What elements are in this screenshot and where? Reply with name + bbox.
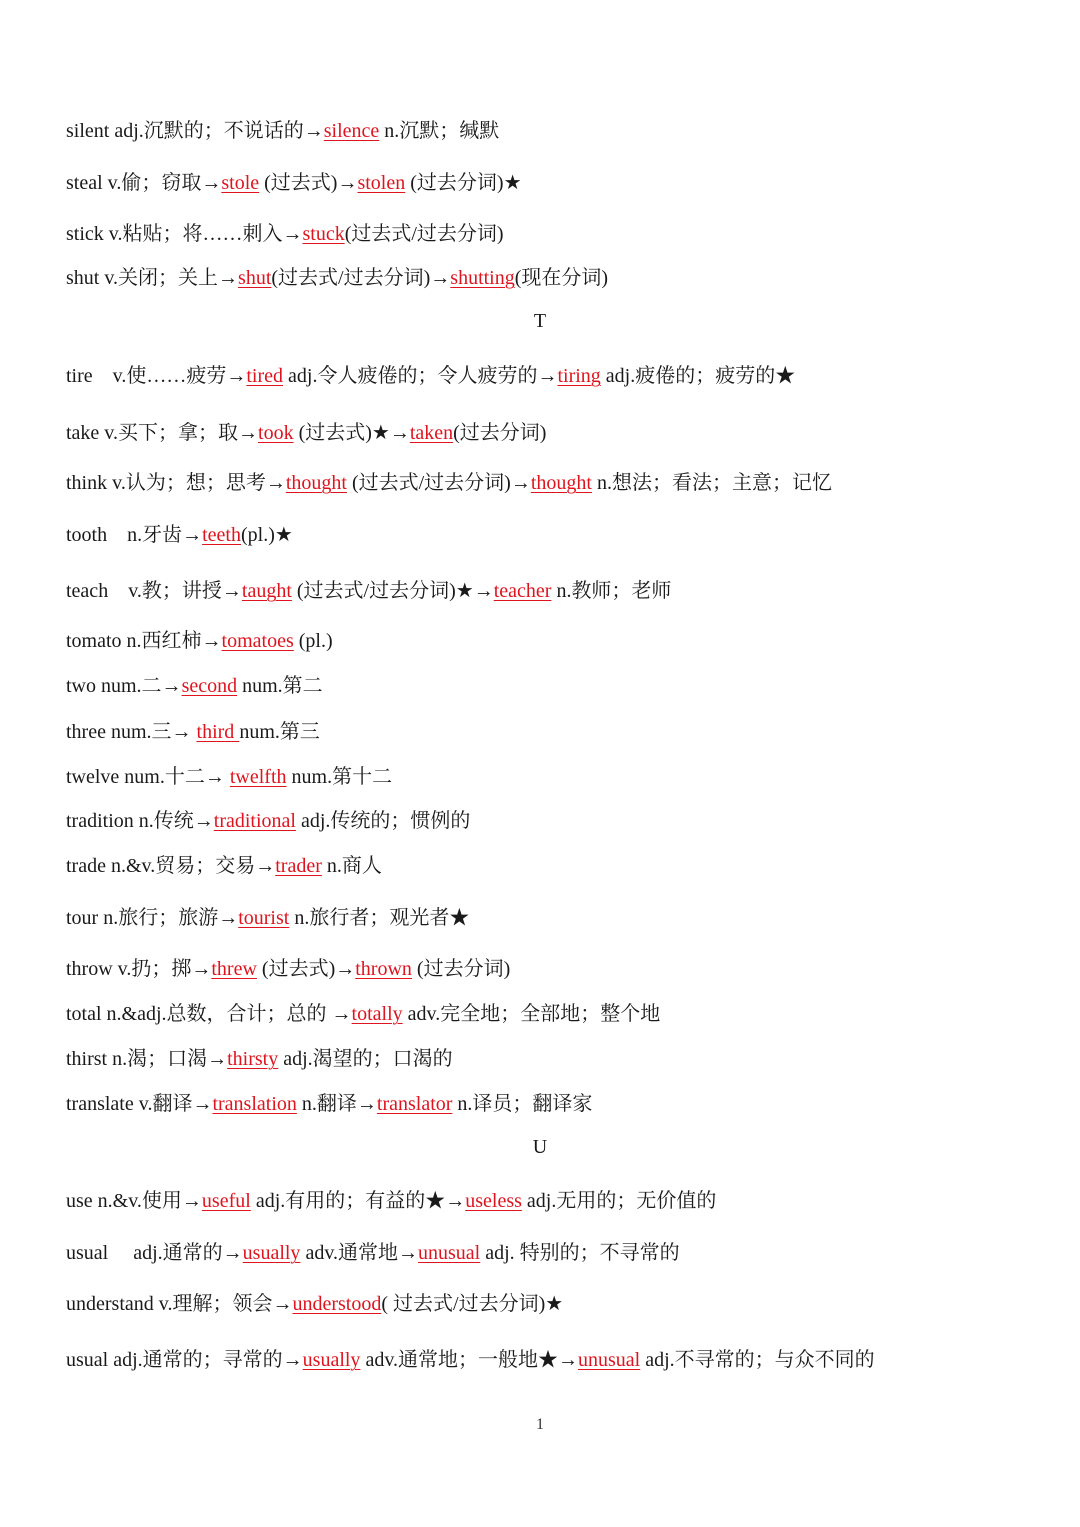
entry-text: n.翻译→: [296, 1093, 377, 1115]
entry-text: (过去式)→: [259, 172, 358, 194]
entry-text: usual adj.通常的；寻常的→: [66, 1349, 303, 1371]
entry-text: (过去式)→: [256, 958, 356, 980]
derived-word: thought: [285, 472, 347, 494]
derived-word: stuck: [302, 223, 345, 245]
entry-tradition: [66, 808, 470, 834]
entry-total: [66, 1001, 660, 1027]
derived-word: understood: [292, 1293, 382, 1315]
entry-text: use n.&v.使用→: [66, 1190, 202, 1212]
entry-text: three num.三→: [66, 721, 197, 743]
section-letter-letter-u: U: [532, 1136, 548, 1158]
derived-word: unusual: [418, 1242, 481, 1264]
entry-tire: [66, 363, 795, 389]
entry-tomato: [66, 628, 333, 654]
derived-word: stolen: [357, 172, 406, 194]
entry-use: [66, 1188, 716, 1214]
derived-word: trader: [275, 855, 322, 877]
entry-twelve: [66, 764, 392, 790]
entry-text: (过去式/过去分词)★→: [291, 580, 494, 602]
entry-text: (过去式/过去分词)→: [271, 267, 451, 289]
entry-throw: [66, 956, 510, 982]
entry-text: throw v.扔；掷→: [66, 958, 212, 980]
entry-usual2: [66, 1347, 875, 1373]
entry-text: num.第二: [237, 675, 323, 697]
derived-word: traditional: [213, 810, 296, 832]
derived-word: usually: [302, 1349, 361, 1371]
entry-text: tooth n.牙齿→: [66, 524, 203, 546]
derived-word: tomatoes: [221, 630, 294, 652]
entry-think: [66, 470, 832, 496]
derived-word: third: [196, 721, 240, 743]
entry-text: n.教师；老师: [551, 580, 672, 602]
entry-text: (pl.): [293, 630, 333, 652]
entry-text: adj.无用的；无价值的: [521, 1190, 717, 1212]
entry-text: adj.有用的；有益的★→: [250, 1190, 466, 1212]
derived-word: took: [258, 422, 294, 444]
entry-text: num.第三: [239, 721, 320, 743]
entry-text: adj.疲倦的；疲劳的★: [600, 365, 796, 387]
entry-text: steal v.偷；窃取→: [66, 172, 222, 194]
entry-text: n.商人: [321, 855, 382, 877]
derived-word: useful: [201, 1190, 251, 1212]
entry-text: adj.渴望的；口渴的: [278, 1048, 453, 1070]
entry-text: twelve num.十二→: [66, 766, 230, 788]
derived-word: taught: [241, 580, 292, 602]
entry-text: tire v.使……疲劳→: [66, 365, 247, 387]
derived-word: totally: [351, 1003, 403, 1025]
derived-word: tired: [246, 365, 284, 387]
entry-text: tour n.旅行；旅游→: [66, 907, 239, 929]
entry-text: understand v.理解；领会→: [66, 1293, 293, 1315]
derived-word: usually: [242, 1242, 301, 1264]
entry-text: adj.不寻常的；与众不同的: [640, 1349, 875, 1371]
derived-word: translator: [376, 1093, 453, 1115]
derived-word: thrown: [355, 958, 412, 980]
entry-text: tomato n.西红柿→: [66, 630, 222, 652]
entry-text: translate v.翻译→: [66, 1093, 213, 1115]
entry-trade: [66, 853, 382, 879]
entry-text: n.译员；翻译家: [452, 1093, 593, 1115]
entry-text: adv.通常地→: [300, 1242, 419, 1264]
entry-text: trade n.&v.贸易；交易→: [66, 855, 276, 877]
entry-text: adv.通常地；一般地★→: [360, 1349, 579, 1371]
entry-translate: [66, 1091, 592, 1117]
entry-text: (过去分词): [453, 422, 547, 444]
derived-word: teacher: [493, 580, 552, 602]
entry-text: (过去式/过去分词): [344, 223, 504, 245]
derived-word: stole: [221, 172, 260, 194]
entry-text: teach v.教；讲授→: [66, 580, 242, 602]
entry-text: ( 过去式/过去分词)★: [381, 1293, 564, 1315]
entry-text: adj.令人疲倦的；令人疲劳的→: [283, 365, 558, 387]
entry-text: total n.&adj.总数，合计；总的 →: [66, 1003, 352, 1025]
derived-word: useless: [465, 1190, 522, 1212]
derived-word: twelfth: [229, 766, 287, 788]
entry-text: silent adj.沉默的；不说话的→: [66, 120, 324, 142]
entry-take: [66, 420, 546, 446]
derived-word: tiring: [557, 365, 601, 387]
page-number: 1: [536, 1416, 544, 1433]
derived-word: teeth: [202, 524, 241, 546]
entry-text: adv.完全地；全部地；整个地: [402, 1003, 661, 1025]
entry-text: usual adj.通常的→: [66, 1242, 243, 1264]
entry-text: (过去式)★→: [293, 422, 410, 444]
entry-shut: [66, 265, 608, 291]
derived-word: threw: [211, 958, 257, 980]
entry-silent: [66, 118, 499, 144]
derived-word: translation: [212, 1093, 297, 1115]
derived-word: second: [181, 675, 238, 697]
entry-understand: [66, 1291, 563, 1317]
entry-text: n.沉默；缄默: [379, 120, 500, 142]
entry-text: n.想法；看法；主意；记忆: [591, 472, 832, 494]
entry-thirst: [66, 1046, 453, 1072]
entry-text: thirst n.渴；口渴→: [66, 1048, 228, 1070]
entry-tour: [66, 905, 469, 931]
derived-word: thirsty: [227, 1048, 279, 1070]
entry-stick: [66, 221, 504, 247]
entry-steal: [66, 170, 522, 196]
derived-word: silence: [323, 120, 380, 142]
entry-usual1: [66, 1240, 680, 1266]
entry-text: num.第十二: [286, 766, 393, 788]
entry-text: stick v.粘贴；将……刺入→: [66, 223, 303, 245]
derived-word: thought: [530, 472, 592, 494]
entry-text: n.旅行者；观光者★: [289, 907, 470, 929]
entry-text: adj.传统的；惯例的: [295, 810, 471, 832]
entry-text: (pl.)★: [241, 524, 293, 546]
entry-text: (过去分词)★: [405, 172, 522, 194]
derived-word: unusual: [578, 1349, 641, 1371]
derived-word: shutting: [450, 267, 515, 289]
entry-text: (过去分词): [411, 958, 511, 980]
entry-two: [66, 673, 323, 699]
entry-teach: [66, 578, 671, 604]
entry-text: take v.买下；拿；取→: [66, 422, 259, 444]
section-letter-letter-t: T: [533, 310, 547, 332]
derived-word: shut: [238, 267, 272, 289]
entry-tooth: [66, 522, 293, 548]
derived-word: tourist: [238, 907, 290, 929]
entry-text: think v.认为；想；思考→: [66, 472, 286, 494]
entry-text: tradition n.传统→: [66, 810, 214, 832]
entry-text: (现在分词): [514, 267, 609, 289]
entry-text: adj. 特别的；不寻常的: [480, 1242, 680, 1264]
derived-word: taken: [409, 422, 454, 444]
entry-three: [66, 719, 320, 745]
entry-text: two num.二→: [66, 675, 182, 697]
entry-text: (过去式/过去分词)→: [346, 472, 531, 494]
entry-text: shut v.关闭；关上→: [66, 267, 239, 289]
